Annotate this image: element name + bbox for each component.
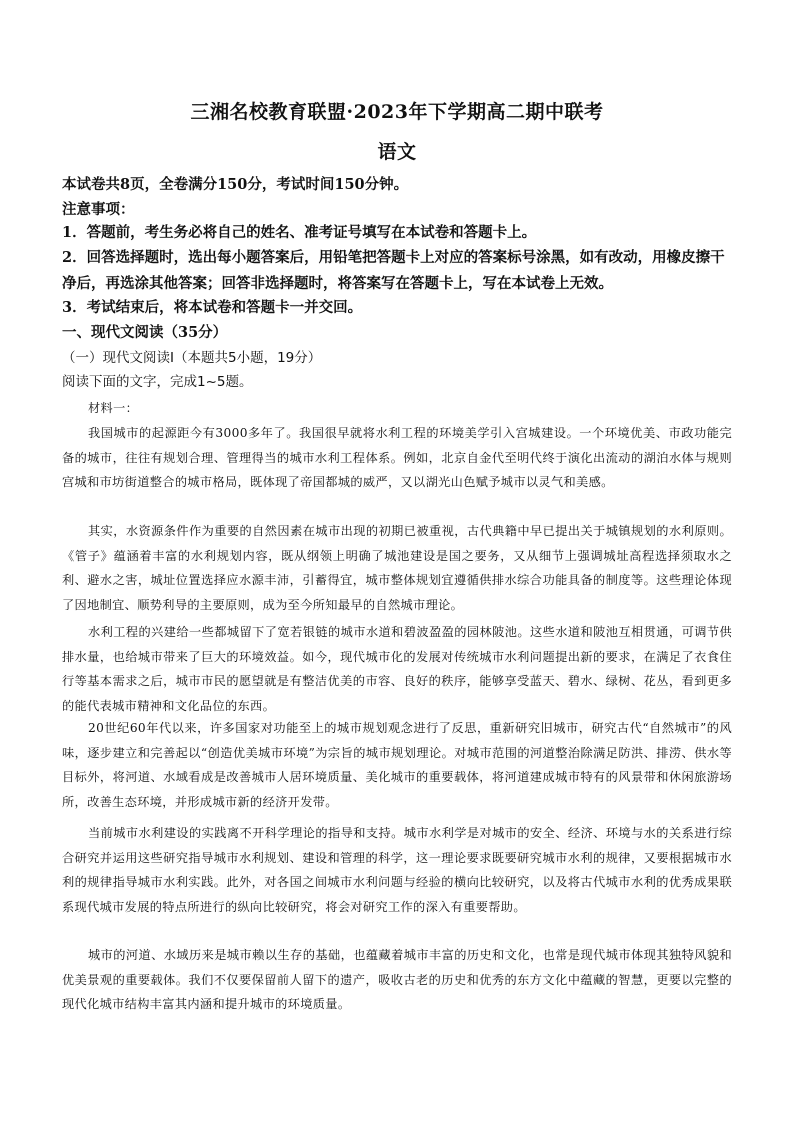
notice-item: 1．答题前，考生务必将自己的姓名、准考证号填写在本试卷和答题卡上。 [62,224,537,241]
material-label: 材料一： [88,401,139,415]
notice-item: 2．回答选择题时，选出每小题答案后，用铅笔把答题卡上对应的答案标号涂黑，如有改动，用橡皮擦干净后，再选涂其他答案；回答非选择题时，将答案写在答题卡上，写在本试卷上无效。 [62,249,725,292]
material-paragraph: 20世纪60年代以来，许多国家对功能至上的城市规划观念进行了反思，重新研究旧城市，研究古代“自然城市”的风味，逐步建立和完善起以“创造优美城市环境”为宗旨的城市规划理论。对城市范围的河道整治除满足防洪、排涝、供水等目标外，将河道、水域看成是改善城市人居环境质量、美化城市的重要载体，将河道建成城市特有的风景带和休闲旅游场所，改善生态环境，并形成城市新的经济开发带。 [62,721,732,809]
notice-heading: 注意事项： [62,201,135,218]
reading-instruction: 阅读下面的文字，完成1~5题。 [62,374,253,390]
exam-intro: 本试卷共8页，全卷满分150分，考试时间150分钟。 [62,176,409,193]
material-paragraph: 水利工程的兴建给一些都城留下了宽若银链的城市水道和碧波盈盈的园林陂池。这些水道和陂池互相贯通，可调节供排水量，也给城市带来了巨大的环境效益。如今，现代城市化的发展对传统城市水利问题提出新的要求，在满足了衣食住行等基本需求之后，城市市民的愿望就是有整洁优美的市容、良好的秩序，能够享受蓝天、碧水、绿树、花丛，看到更多的能代表城市精神和文化品位的东西。 [62,625,732,713]
subsection-heading: （一）现代文阅读Ⅰ（本题共5小题，19分） [62,350,322,366]
material-paragraph: 我国城市的起源距今有3000多年了。我国很早就将水利工程的环境美学引入宫城建设。一个环境优美、市政功能完备的城市，往往有规划合理、管理得当的城市水利工程体系。例如，北京自金代至明代终于演化出流动的湖泊水体与规则宫城和市坊街道整合的城市格局，既体现了帝国都城的威严，又以湖光山色赋予城市以灵气和美感。 [62,426,732,489]
material-paragraph: 当前城市水利建设的实践离不开科学理论的指导和支持。城市水利学是对城市的安全、经济、环境与水的关系进行综合研究并运用这些研究指导城市水利规划、建设和管理的科学，这一理论要求既要研究城市水利的规律，又要根据城市水利的规律指导城市水利实践。此外，对各国之间城市水利问题与经验的横向比较研究，以及将古代城市水利的优秀成果联系现代城市发展的特点所进行的纵向比较研究，将会对研究工作的深入有重要帮助。 [62,826,732,914]
section-heading: 一、现代文阅读（35分） [62,324,228,341]
material-paragraph: 城市的河道、水域历来是城市赖以生存的基础，也蕴藏着城市丰富的历史和文化，也常是现代城市体现其独特风貌和优美景观的重要载体。我们不仅要保留前人留下的遗产，吸收古老的历史和优秀的东方文化中蕴藏的智慧，更要以完整的现代化城市结构丰富其内涵和提升城市的环境质量。 [62,948,732,1011]
subject-title: 语文 [377,141,417,163]
material-paragraph: 其实，水资源条件作为重要的自然因素在城市出现的初期已被重视，古代典籍中早已提出关于城镇规划的水利原则。《管子》蕴涵着丰富的水利规划内容，既从纲领上明确了城池建设是国之要务，又从细节上强调城址高程选择须取水之利、避水之害，城址位置选择应水源丰沛，引蓄得宜，城市整体规划宜遵循供排水综合功能具备的制度等。这些理论体现了因地制宜、顺势利导的主要原则，成为至今所知最早的自然城市理论。 [62,524,732,612]
notice-item: 3．考试结束后，将本试卷和答题卡一并交回。 [62,299,363,316]
exam-title: 三湘名校教育联盟·2023年下学期高二期中联考 [190,101,604,123]
